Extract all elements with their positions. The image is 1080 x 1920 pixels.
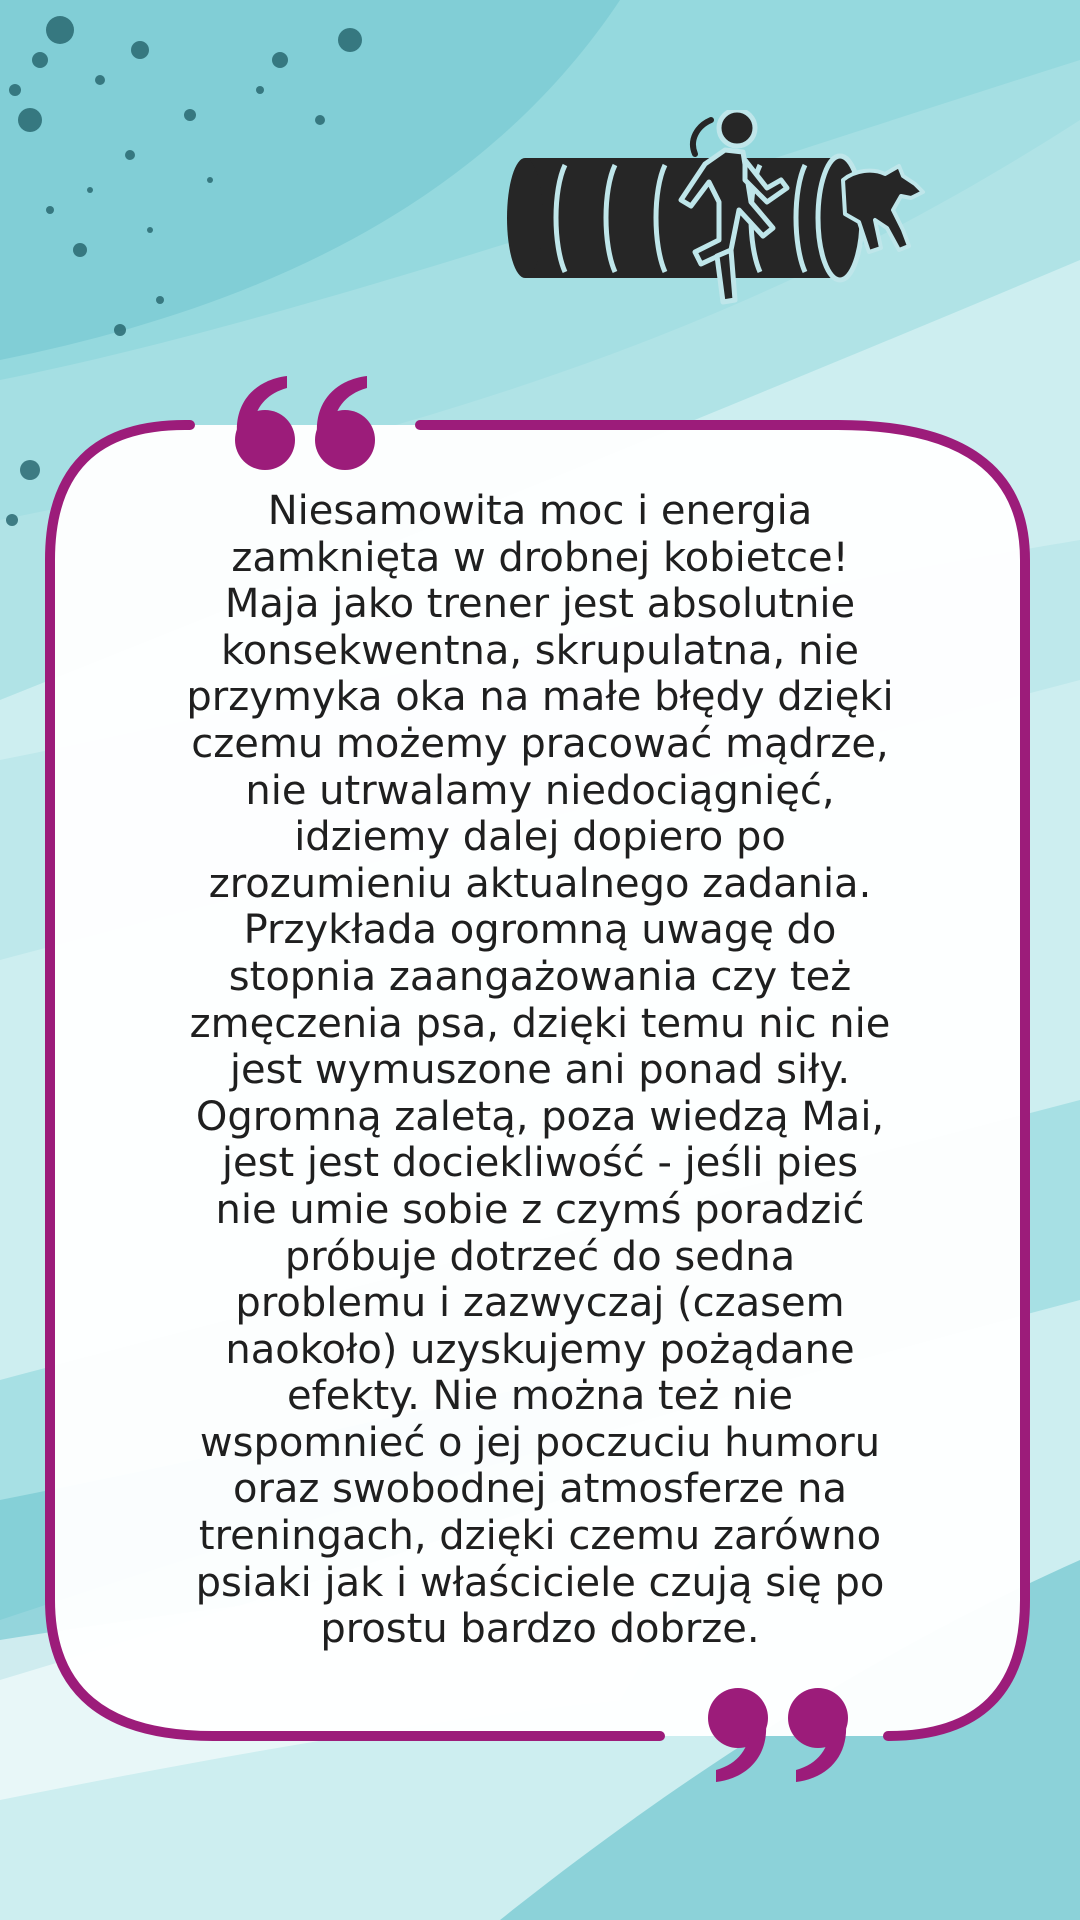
testimonial-line: jest jest dociekliwość - jeśli pies <box>221 1140 859 1187</box>
testimonial-line: czemu możemy pracować mądrze, <box>191 720 889 767</box>
testimonial-line: oraz swobodnej atmosferze na <box>232 1466 847 1513</box>
testimonial-line: idziemy dalej dopiero po <box>294 814 786 861</box>
testimonial-line: Niesamowita moc i energia <box>267 488 813 534</box>
testimonial-line: próbuje dotrzeć do sedna <box>284 1233 796 1280</box>
testimonial-line: wspomnieć o jej poczuciu humoru <box>199 1419 881 1466</box>
testimonial-line: zamknięta w drobnej kobietce! <box>231 534 849 581</box>
testimonial-line: przymyka oka na małe błędy dzięki <box>186 674 894 721</box>
testimonial-text <box>130 488 950 1653</box>
testimonial-line: stopnia zaangażowania czy też <box>228 953 852 1000</box>
testimonial-line: efekty. Nie można też nie <box>287 1373 793 1420</box>
testimonial-line: konsekwentna, skrupulatna, nie <box>220 627 860 674</box>
testimonial-line: Maja jako trener jest absolutnie <box>224 581 856 628</box>
testimonial-line: nie utrwalamy niedociągnięć, <box>245 767 835 814</box>
testimonial-line: problemu i zazwyczaj (czasem <box>235 1280 845 1327</box>
testimonial-line: Ogromną zaletą, poza wiedzą Mai, <box>195 1093 885 1140</box>
testimonial-line: psiaki jak i właściciele czują się po <box>195 1559 885 1606</box>
open-quote-icon <box>225 372 385 472</box>
testimonial-line: zrozumieniu aktualnego zadania. <box>208 860 872 907</box>
testimonial-line: Przykłada ogromną uwagę do <box>243 907 837 954</box>
testimonial-line: treningach, dzięki czemu zarówno <box>198 1513 882 1560</box>
testimonial-line: naokoło) uzyskujemy pożądane <box>225 1326 855 1373</box>
close-quote-icon <box>698 1686 858 1786</box>
testimonial-line: prostu bardzo dobrze. <box>320 1606 760 1653</box>
testimonial-line: zmęczenia psa, dzięki temu nic nie <box>189 1000 891 1047</box>
testimonial-line: jest wymuszone ani ponad siły. <box>229 1047 851 1094</box>
testimonial-line: nie umie sobie z czymś poradzić <box>215 1186 865 1233</box>
